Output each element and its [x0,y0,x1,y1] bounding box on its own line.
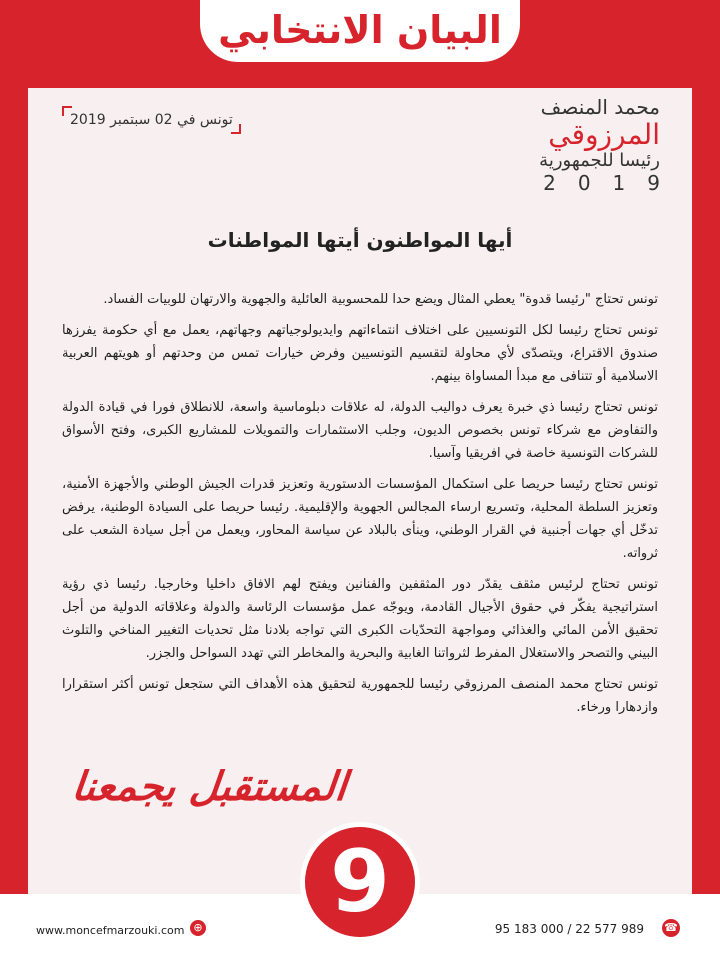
candidate-block [539,95,682,195]
paragraph: تونس تحتاج لرئيس مثقف يقدّر دور المثقفين والفنانين ويفتح لهم الافاق داخليا وخارجيا. رئيسا ذي رؤية استراتيجية يفكّر في حقوق الأجيال القادمة، ويوجّه عمل مؤسسات الرئاسة والدولة وعلاقاته الدولية من أجل تحقيق الأمن المائي والغذائي ومواجهة التحدّيات الكبرى التي تواجه بلادنا مثل تحديات التغيير المناخي والتلوث البيني والتصحر والاستغلال المفرط لثرواتنا الغابية والبحرية والمخاطر التي تهدد السواحل والجزر. [62,577,658,661]
globe-icon: ⊕ [190,920,206,936]
header-banner [200,0,520,62]
manifesto-body [62,288,658,727]
candidate-role: رئيسا للجمهورية [539,150,660,172]
banner-title: البيان الانتخابي [218,8,502,52]
paragraph: تونس تحتاج محمد المنصف المرزوقي رئيسا للجمهورية لتحقيق هذه الأهداف التي ستجعل تونس أكثر استقرارا وازدهارا ورخاء. [62,677,658,715]
paragraph: تونس تحتاج رئيسا حريصا على استكمال المؤسسات الدستورية وتعزيز قدرات الجيش الوطني والأجهزة الأمنية، وتعزيز السلطة المحلية، وتسريع ارساء المجالس الجهوية والإقليمية. رئيسا حريصا على السيادة الوطنية، يرفض تدخّل أي جهات أجنبية في القرار الوطني، وينأى بالبلاد عن سياسة المحاور، ويعمل من أجل سيادة الشعب على ثرواته. [62,477,658,561]
slogan: المستقبل يجمعنا [69,764,349,810]
phone-icon: ☎ [662,919,680,937]
candidate-number-badge [300,822,420,942]
manifesto-card [28,88,692,894]
candidate-number: 9 [330,832,390,932]
date-text: تونس في 02 سبتمبر 2019 [70,112,233,128]
candidate-last-name: المرزوقي [548,118,660,151]
candidate-year: 2019 [543,170,682,195]
candidate-first-name: محمد المنصف [540,95,660,119]
salutation-heading: أيها المواطنون أيتها المواطنات [207,228,513,252]
corner-bottom-right [231,124,241,134]
corner-top-left [62,106,72,116]
paragraph: تونس تحتاج رئيسا ذي خبرة يعرف دواليب الدولة، له علاقات دبلوماسية واسعة، للانطلاق فورا في قيادة الدولة والتفاوض مع شركاء تونس بخصوص الديون، وجلب الاستثمارات والتمويلات للمشاريع الكبرى، وفتح الأسواق للشركات التونسية خاصة في افريقيا وآسيا. [62,400,658,461]
phone-numbers: 95 183 000 / 22 577 989 [494,922,644,936]
paragraph: تونس تحتاج "رئيسا قدوة" يعطي المثال ويضع حدا للمحسوبية العائلية والجهوية والارتهان للوبيات الفساد. [103,292,658,307]
paragraph: تونس تحتاج رئيسا لكل التونسيين على اختلاف انتماءاتهم وايديولوجياتهم وجهاتهم، يعمل مع أي حكومة يفرزها صندوق الاقتراع، ويتصدّى لأي محاولة لتقسيم التونسيين وفرض خيارات تمس من وحدتهم أو هويتهم العربية الاسلامية أو تتنافى مع مبدأ المساواة بينهم. [62,323,658,384]
website-link[interactable]: www.moncefmarzouki.com [36,924,185,937]
date-box [66,110,237,130]
